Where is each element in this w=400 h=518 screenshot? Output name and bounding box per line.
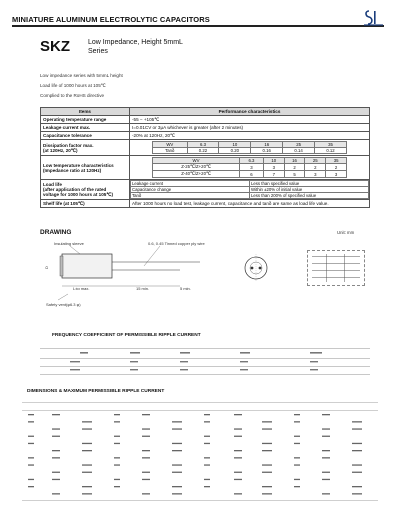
header-rule <box>12 25 384 27</box>
faint-cell <box>322 493 330 494</box>
series-description <box>88 38 183 56</box>
faint-cell <box>322 472 330 473</box>
faint-cell <box>82 443 92 444</box>
spec-value: After 1000 hours no load test, leakage current, capacitance and tanδ are same as load life value. <box>130 200 370 208</box>
faint-cell <box>52 436 60 437</box>
faint-cell <box>28 443 34 444</box>
wire-label: 0.6, 0.45 Tinned copper ply wire <box>148 241 205 246</box>
ll-cell <box>130 180 370 200</box>
lt-label-line1: Low temperature characteristics <box>43 162 114 168</box>
spec-value: -55 − +105℃ <box>130 116 370 124</box>
faint-cell <box>234 457 242 458</box>
faint-cell <box>172 421 182 422</box>
faint-cell <box>262 486 272 487</box>
faint-cell <box>352 428 362 429</box>
faint-cell <box>262 472 272 473</box>
faint-cell <box>352 493 362 494</box>
ll-cell: Less than specified value <box>250 181 369 187</box>
ripple-table-faint <box>40 340 372 376</box>
lt-cell: Z-25℃/Z+20℃ <box>153 164 240 171</box>
spec-label <box>41 156 130 180</box>
faint-cell <box>294 464 300 465</box>
faint-cell <box>322 414 330 415</box>
faint-cell <box>28 421 34 422</box>
faint-cell <box>352 450 362 451</box>
lt-cell: 10 <box>263 158 284 164</box>
faint-cell <box>262 428 272 429</box>
df-cell: 0.14 <box>283 148 315 154</box>
faint-cell <box>352 464 362 465</box>
faint-cell <box>172 472 182 473</box>
faint-cell <box>142 493 150 494</box>
ll-label-line1: Load life <box>43 182 62 187</box>
faint-cell <box>204 414 210 415</box>
svg-text:D: D <box>44 266 49 269</box>
faint-cell <box>294 414 300 415</box>
ll-cell: Tanδ <box>131 193 250 199</box>
df-cell: 0.16 <box>251 148 283 154</box>
length-label: L±α max. <box>73 286 90 291</box>
faint-cell <box>28 486 34 487</box>
faint-cell <box>234 428 242 429</box>
faint-cell <box>142 479 150 480</box>
spec-header-row <box>41 108 370 116</box>
lt-cell: 7 <box>263 171 284 178</box>
faint-cell <box>294 421 300 422</box>
df-cell: WV <box>153 142 188 148</box>
ll-cell: Less than 200% of specified value <box>250 193 369 199</box>
df-cell: 25 <box>283 142 315 148</box>
faint-cell <box>142 436 150 437</box>
spec-header-performance: Performance characteristics <box>130 108 370 116</box>
faint-cell <box>142 414 150 415</box>
spec-row <box>41 116 370 124</box>
faint-cell <box>142 450 150 451</box>
faint-cell <box>52 472 60 473</box>
faint-cell <box>234 479 242 480</box>
df-subtable <box>152 141 347 154</box>
faint-cell <box>204 436 210 437</box>
ll-cell: Capacitance change <box>131 187 250 193</box>
series-desc-line2: Series <box>88 48 108 55</box>
faint-cell <box>322 479 330 480</box>
faint-cell <box>204 486 210 487</box>
lt-cell: 3 <box>239 164 263 171</box>
faint-cell <box>28 414 34 415</box>
feature-list <box>40 71 123 101</box>
spec-label: Leakage current max. <box>41 124 130 132</box>
faint-cell <box>142 428 150 429</box>
faint-cell <box>114 464 120 465</box>
spec-label <box>41 140 130 156</box>
lt-cell: 35 <box>326 158 347 164</box>
faint-cell <box>294 443 300 444</box>
spec-label <box>41 180 130 200</box>
faint-cell <box>294 457 300 458</box>
faint-cell <box>28 479 34 480</box>
faint-cell <box>114 421 120 422</box>
faint-cell <box>352 472 362 473</box>
faint-cell <box>172 486 182 487</box>
df-cell: 0.22 <box>187 148 219 154</box>
faint-cell <box>204 421 210 422</box>
faint-cell <box>234 450 242 451</box>
spec-label: Capacitance tolerance <box>41 132 130 140</box>
faint-cell <box>52 479 60 480</box>
faint-cell <box>322 436 330 437</box>
spec-table <box>40 107 370 208</box>
df-cell: 16 <box>251 142 283 148</box>
faint-cell <box>172 443 182 444</box>
lt-cell: 25 <box>305 158 326 164</box>
faint-cell <box>82 486 92 487</box>
df-cell: 0.20 <box>219 148 251 154</box>
faint-cell <box>142 472 150 473</box>
df-cell: 35 <box>315 142 347 148</box>
faint-cell <box>262 443 272 444</box>
ll-label-line3: voltage for 1000 hours at 105℃) <box>43 192 114 197</box>
faint-cell <box>82 428 92 429</box>
spec-row <box>41 124 370 132</box>
faint-cell <box>322 457 330 458</box>
faint-cell <box>172 493 182 494</box>
lt-cell: 3 <box>263 164 284 171</box>
faint-cell <box>234 414 242 415</box>
faint-cell <box>114 457 120 458</box>
lead-length-label: 15 min. <box>136 286 150 291</box>
spec-row <box>41 132 370 140</box>
df-cell <box>130 140 370 156</box>
spec-label: Shelf life (at 105℃) <box>41 200 130 208</box>
df-label-line1: Dissipation factor max. <box>43 142 94 148</box>
faint-cell <box>82 493 92 494</box>
feature-item: Load life of 1000 hours at 105℃ <box>40 83 106 88</box>
df-cell: 0.12 <box>315 148 347 154</box>
faint-cell <box>114 436 120 437</box>
faint-cell <box>262 450 272 451</box>
faint-cell <box>142 457 150 458</box>
faint-cell <box>114 486 120 487</box>
faint-cell <box>52 414 60 415</box>
faint-cell <box>322 428 330 429</box>
faint-cell <box>352 421 362 422</box>
dimensions-table-faint <box>22 396 378 504</box>
spec-value: I=0.01CV or 3μA whichever is greater (after 2 minutes) <box>130 124 370 132</box>
faint-cell <box>52 457 60 458</box>
lt-cell: 2 <box>305 164 326 171</box>
lt-cell: 2 <box>284 164 305 171</box>
df-label-line2: (at 120Hz, 20℃) <box>43 147 78 153</box>
brand-logo-icon <box>362 10 384 26</box>
faint-cell <box>82 450 92 451</box>
drawing-title: DRAWING <box>40 229 72 236</box>
faint-cell <box>262 421 272 422</box>
faint-cell <box>114 443 120 444</box>
feature-item: Low impedance series with 5mmL height <box>40 73 123 78</box>
faint-cell <box>28 436 34 437</box>
faint-cell <box>28 457 34 458</box>
lt-cell: Z-40℃/Z+20℃ <box>153 171 240 178</box>
spec-row <box>41 140 370 156</box>
faint-cell <box>82 421 92 422</box>
faint-cell <box>114 414 120 415</box>
lt-cell: 6 <box>239 171 263 178</box>
faint-cell <box>262 493 272 494</box>
faint-cell <box>294 486 300 487</box>
ll-subtable <box>130 180 369 199</box>
faint-cell <box>234 493 242 494</box>
unit-label: Unit: mm <box>337 230 355 235</box>
faint-cell <box>172 464 182 465</box>
lt-cell: 16 <box>284 158 305 164</box>
header-title: MINIATURE ALUMINUM ELECTROLYTIC CAPACITORS <box>12 15 210 24</box>
faint-cell <box>82 464 92 465</box>
vent-label: Safety vent(φ6.3 φ) <box>46 302 81 307</box>
lt-cell: 3 <box>326 171 347 178</box>
faint-cell <box>352 486 362 487</box>
lt-cell <box>130 156 370 180</box>
faint-cell <box>234 472 242 473</box>
ll-cell: Leakage current <box>131 181 250 187</box>
ripple-title: FREQUENCY COEFFICIENT OF PERMISSIBLE RIPPLE CURRENT <box>52 333 201 338</box>
df-cell: 10 <box>219 142 251 148</box>
lead-length-label-2: 5 min. <box>180 286 191 291</box>
spec-label: Operating temperature range <box>41 116 130 124</box>
faint-cell <box>204 479 210 480</box>
faint-cell <box>52 428 60 429</box>
series-code: SKZ <box>40 38 70 55</box>
faint-cell <box>204 464 210 465</box>
lt-subtable <box>152 157 347 178</box>
capacitor-body <box>62 254 112 278</box>
faint-cell <box>262 464 272 465</box>
df-cell: Tanδ <box>153 148 188 154</box>
lt-cell: WV <box>153 158 240 164</box>
faint-cell <box>28 464 34 465</box>
faint-cell <box>234 436 242 437</box>
ll-cell: Within ±20% of initial value <box>250 187 369 193</box>
sleeve-label: Insulating sleeve <box>54 241 84 246</box>
faint-cell <box>204 443 210 444</box>
drawing-dimension-table <box>307 250 365 286</box>
lt-label-line2: (Impedance ratio at 120Hz) <box>43 167 102 173</box>
df-cell: 6.3 <box>187 142 219 148</box>
ll-label-line2: (after application of the rated <box>43 187 107 192</box>
faint-cell <box>294 436 300 437</box>
faint-cell <box>172 428 182 429</box>
lt-cell: 2 <box>326 164 347 171</box>
spec-value: -20% at 120Hz, 20℃ <box>130 132 370 140</box>
faint-cell <box>204 457 210 458</box>
faint-cell <box>52 493 60 494</box>
faint-cell <box>114 479 120 480</box>
faint-cell <box>52 450 60 451</box>
feature-item: Complied to the RoHS directive <box>40 93 105 98</box>
spec-row <box>41 180 370 200</box>
lt-cell: 6.3 <box>239 158 263 164</box>
series-desc-line1: Low Impedance, Height 5mmL <box>88 39 183 46</box>
lt-cell: 5 <box>284 171 305 178</box>
spec-row <box>41 200 370 208</box>
faint-cell <box>294 479 300 480</box>
dimensions-title: DIMENSIONS & MAXIMUM PERMISSIBLE RIPPLE CURRENT <box>27 389 165 394</box>
faint-cell <box>82 472 92 473</box>
spec-header-items: Items <box>41 108 130 116</box>
spec-row <box>41 156 370 180</box>
faint-cell <box>322 450 330 451</box>
faint-cell <box>172 450 182 451</box>
faint-cell <box>352 443 362 444</box>
lt-cell: 3 <box>305 171 326 178</box>
